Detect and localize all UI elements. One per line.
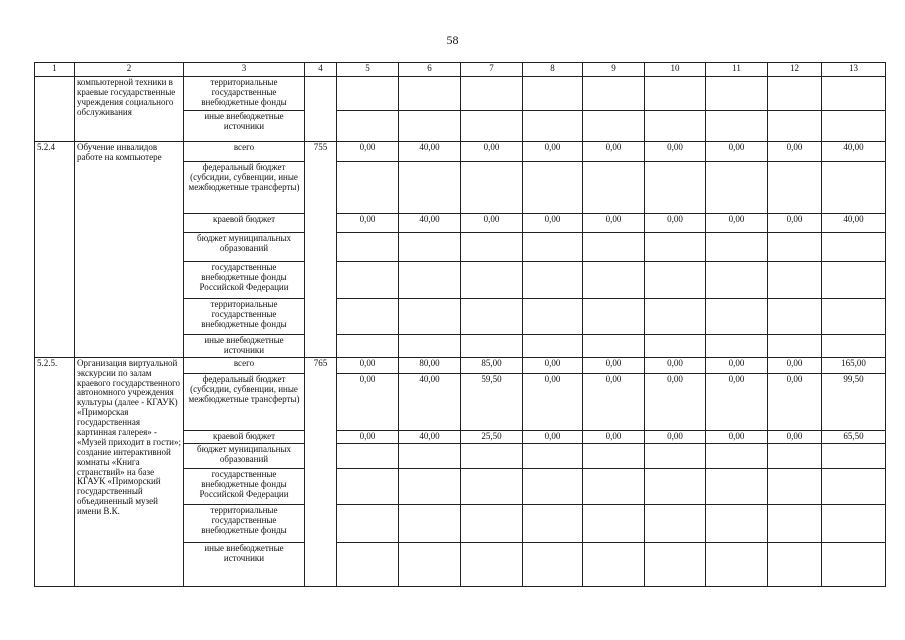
value-cell: 0,00 [461, 214, 523, 233]
value-cell [822, 443, 886, 468]
column-header: 10 [645, 63, 706, 77]
value-cell [706, 162, 768, 214]
value-cell [706, 335, 768, 358]
value-cell [461, 335, 523, 358]
row-number [35, 77, 75, 142]
value-cell: 85,00 [461, 357, 523, 373]
value-cell: 0,00 [768, 357, 822, 373]
funding-source: иные внебюджетные источники [184, 111, 305, 142]
value-cell [706, 77, 768, 111]
funding-source: иные внебюджетные источники [184, 542, 305, 586]
value-cell [645, 299, 706, 335]
value-cell [523, 468, 583, 504]
funding-source: территориальные государственные внебюджетные фонды [184, 77, 305, 111]
value-cell [399, 468, 461, 504]
value-cell: 0,00 [337, 214, 399, 233]
value-cell [822, 468, 886, 504]
value-cell [523, 504, 583, 542]
value-cell [399, 162, 461, 214]
funding-source: территориальные государственные внебюджетные фонды [184, 299, 305, 335]
value-cell [523, 335, 583, 358]
value-cell [399, 111, 461, 142]
column-header: 8 [523, 63, 583, 77]
value-cell [523, 542, 583, 586]
funding-source: государственные внебюджетные фонды Российской Федерации [184, 468, 305, 504]
value-cell [822, 162, 886, 214]
column-header: 9 [583, 63, 645, 77]
funding-source: территориальные государственные внебюджетные фонды [184, 504, 305, 542]
value-cell: 0,00 [706, 430, 768, 443]
value-cell [822, 262, 886, 299]
column-header: 7 [461, 63, 523, 77]
value-cell [399, 335, 461, 358]
value-cell: 0,00 [645, 430, 706, 443]
value-cell [583, 468, 645, 504]
value-cell [822, 233, 886, 262]
value-cell [822, 111, 886, 142]
column-header: 6 [399, 63, 461, 77]
value-cell: 40,00 [822, 214, 886, 233]
funding-source: бюджет муниципальных образований [184, 443, 305, 468]
value-cell [645, 233, 706, 262]
value-cell [583, 504, 645, 542]
value-cell: 40,00 [399, 214, 461, 233]
value-cell: 0,00 [768, 430, 822, 443]
value-cell [645, 542, 706, 586]
value-cell: 0,00 [583, 142, 645, 162]
value-cell: 40,00 [822, 142, 886, 162]
value-cell: 165,00 [822, 357, 886, 373]
column-header: 2 [75, 63, 184, 77]
value-cell: 80,00 [399, 357, 461, 373]
value-cell: 0,00 [706, 373, 768, 430]
column-header: 11 [706, 63, 768, 77]
value-cell: 0,00 [706, 142, 768, 162]
value-cell [645, 443, 706, 468]
funding-source: иные внебюджетные источники [184, 335, 305, 358]
value-cell [337, 299, 399, 335]
value-cell [768, 468, 822, 504]
value-cell [645, 162, 706, 214]
value-cell [583, 299, 645, 335]
value-cell: 0,00 [645, 214, 706, 233]
value-cell [645, 335, 706, 358]
budget-table [34, 62, 886, 587]
value-cell: 0,00 [768, 373, 822, 430]
value-cell [337, 262, 399, 299]
value-cell [645, 77, 706, 111]
value-cell: 0,00 [645, 142, 706, 162]
event-name: компьютерной техники в краевые государственные учреждения социального обслуживания [75, 77, 184, 142]
value-cell [583, 77, 645, 111]
value-cell [706, 262, 768, 299]
value-cell [461, 77, 523, 111]
value-cell [337, 233, 399, 262]
value-cell [399, 262, 461, 299]
value-cell [822, 299, 886, 335]
value-cell [768, 262, 822, 299]
code-cell: 765 [305, 357, 337, 586]
value-cell [399, 542, 461, 586]
value-cell: 59,50 [461, 373, 523, 430]
value-cell [768, 504, 822, 542]
value-cell [523, 111, 583, 142]
value-cell [461, 504, 523, 542]
value-cell [645, 504, 706, 542]
value-cell [583, 233, 645, 262]
value-cell [337, 77, 399, 111]
value-cell [337, 111, 399, 142]
value-cell [399, 77, 461, 111]
value-cell: 0,00 [645, 357, 706, 373]
table-row [35, 63, 886, 77]
value-cell [583, 262, 645, 299]
value-cell [461, 162, 523, 214]
event-name: Обучение инвалидов работе на компьютере [75, 142, 184, 358]
value-cell [822, 542, 886, 586]
value-cell [822, 77, 886, 111]
value-cell: 0,00 [337, 357, 399, 373]
value-cell: 40,00 [399, 430, 461, 443]
value-cell [645, 262, 706, 299]
value-cell [768, 443, 822, 468]
value-cell: 0,00 [337, 373, 399, 430]
value-cell [583, 111, 645, 142]
value-cell [768, 335, 822, 358]
value-cell [523, 443, 583, 468]
value-cell [768, 111, 822, 142]
value-cell: 0,00 [768, 142, 822, 162]
value-cell [337, 542, 399, 586]
value-cell [523, 77, 583, 111]
value-cell: 0,00 [768, 214, 822, 233]
value-cell [645, 111, 706, 142]
column-header: 13 [822, 63, 886, 77]
column-header: 5 [337, 63, 399, 77]
value-cell: 0,00 [523, 357, 583, 373]
value-cell [337, 335, 399, 358]
funding-source: федеральный бюджет (субсидии, субвенции, иные межбюджетные трансферты) [184, 373, 305, 430]
value-cell [822, 335, 886, 358]
value-cell [399, 233, 461, 262]
value-cell [583, 162, 645, 214]
value-cell [583, 443, 645, 468]
value-cell [399, 299, 461, 335]
table-row [35, 357, 886, 373]
funding-source: государственные внебюджетные фонды Российской Федерации [184, 262, 305, 299]
value-cell [399, 504, 461, 542]
value-cell [399, 443, 461, 468]
value-cell [461, 111, 523, 142]
value-cell [768, 299, 822, 335]
table-row [35, 77, 886, 111]
value-cell [461, 233, 523, 262]
funding-source: всего [184, 357, 305, 373]
value-cell: 65,50 [822, 430, 886, 443]
funding-source: всего [184, 142, 305, 162]
value-cell [337, 162, 399, 214]
value-cell [706, 233, 768, 262]
value-cell [523, 299, 583, 335]
value-cell [768, 542, 822, 586]
value-cell [706, 299, 768, 335]
column-header: 3 [184, 63, 305, 77]
code-cell [305, 77, 337, 142]
page-number: 58 [446, 33, 459, 47]
value-cell: 0,00 [645, 373, 706, 430]
code-cell: 755 [305, 142, 337, 358]
value-cell: 0,00 [583, 373, 645, 430]
value-cell: 99,50 [822, 373, 886, 430]
value-cell [461, 443, 523, 468]
value-cell [461, 542, 523, 586]
value-cell: 0,00 [337, 142, 399, 162]
value-cell: 25,50 [461, 430, 523, 443]
funding-source: краевой бюджет [184, 430, 305, 443]
value-cell: 40,00 [399, 373, 461, 430]
row-number: 5.2.4 [35, 142, 75, 358]
funding-source: бюджет муниципальных образований [184, 233, 305, 262]
column-header: 1 [35, 63, 75, 77]
funding-source: краевой бюджет [184, 214, 305, 233]
value-cell [461, 299, 523, 335]
value-cell: 0,00 [706, 214, 768, 233]
value-cell: 0,00 [461, 142, 523, 162]
value-cell [645, 468, 706, 504]
value-cell [583, 542, 645, 586]
value-cell [706, 542, 768, 586]
value-cell: 0,00 [583, 214, 645, 233]
value-cell [461, 262, 523, 299]
value-cell [337, 468, 399, 504]
value-cell: 0,00 [583, 357, 645, 373]
value-cell [768, 233, 822, 262]
table-row [35, 142, 886, 162]
value-cell [822, 504, 886, 542]
value-cell: 0,00 [523, 430, 583, 443]
value-cell [337, 443, 399, 468]
event-name: Организация виртуальной экскурсии по залам краевого государственного автономного учреждения культуры (далее - КГАУК) «Приморская государственная картинная галерея» - «Музей приходит в гости»; создание интерактивной комнаты «Книга странствий» на базе КГАУК «Приморский государственный объединенный музей имени В.К. [75, 357, 184, 586]
value-cell [337, 504, 399, 542]
value-cell: 0,00 [523, 142, 583, 162]
value-cell: 0,00 [706, 357, 768, 373]
value-cell [523, 162, 583, 214]
value-cell: 0,00 [523, 214, 583, 233]
row-number: 5.2.5. [35, 357, 75, 586]
value-cell [706, 443, 768, 468]
value-cell [583, 335, 645, 358]
value-cell [523, 262, 583, 299]
column-header: 4 [305, 63, 337, 77]
column-header: 12 [768, 63, 822, 77]
value-cell [706, 468, 768, 504]
value-cell: 0,00 [337, 430, 399, 443]
value-cell: 0,00 [583, 430, 645, 443]
value-cell [706, 111, 768, 142]
funding-source: федеральный бюджет (субсидии, субвенции, иные межбюджетные трансферты) [184, 162, 305, 214]
value-cell [706, 504, 768, 542]
value-cell: 0,00 [523, 373, 583, 430]
value-cell: 40,00 [399, 142, 461, 162]
value-cell [768, 77, 822, 111]
value-cell [461, 468, 523, 504]
value-cell [523, 233, 583, 262]
value-cell [768, 162, 822, 214]
